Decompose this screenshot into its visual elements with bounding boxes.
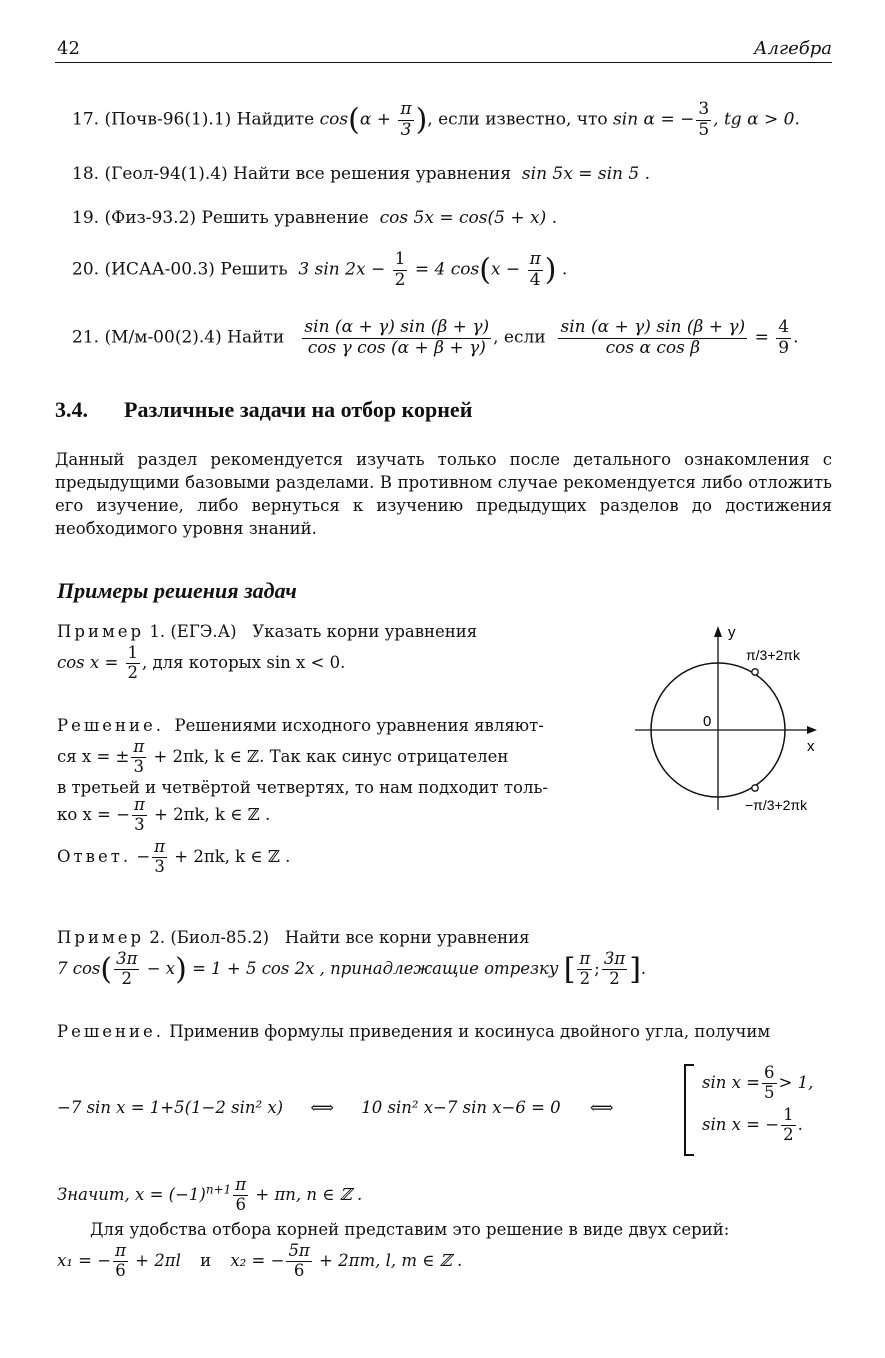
example1-solution-line3: в третьей и четвёртой четвертях, то нам подходит толь- [57, 778, 549, 797]
section-number: 3.4. [55, 397, 88, 422]
fraction: $\frac{1}{2}$ [394, 249, 406, 290]
point-top-label: π/3+2πk [746, 647, 800, 663]
fraction: $\frac{\pi}{3}$ [400, 99, 412, 140]
fraction: $\frac{5\pi}{6}$ [288, 1241, 310, 1280]
example2-statement: Пример 2. (Биол-85.2) Найти все корни уравнения [57, 928, 530, 947]
header-rule [55, 62, 832, 63]
fraction: $\frac{\pi}{3}$ [154, 837, 166, 876]
example1-answer: Ответ. − $\frac{\pi}{3}$ + 2πk, k ∈ ℤ . [57, 837, 291, 876]
system-line-2: sin x = − $\frac{1}{2}$ . [702, 1105, 803, 1144]
point-top [752, 669, 758, 675]
fraction: $\frac{6}{5}$ [764, 1063, 775, 1102]
x-label: x [807, 738, 815, 755]
problem-source: (Почв-96(1).1) [104, 109, 232, 130]
fraction: $\frac{\pi}{4}$ [529, 249, 541, 290]
fraction: $\frac{\sin (\alpha + \gamma) \sin (\beta + \gamma)}{\text{cos γ cos (α + β + γ)}}$ [304, 317, 490, 358]
problem-18: 18. (Геол-94(1).4) Найти все решения уравнения sin 5x = sin 5 . [72, 164, 651, 184]
fraction: $\frac{1}{2}$ [127, 643, 139, 682]
section-title [55, 397, 472, 423]
problem-19: 19. (Физ-93.2) Решить уравнение cos 5x = cos(5 + x) . [72, 208, 558, 228]
problem-number: 17. [72, 109, 100, 130]
unit-circle-diagram [625, 620, 825, 820]
example1-solution-line1: Решение. Решениями исходного уравнения являют- [57, 716, 544, 735]
page-number: 42 [57, 38, 80, 59]
fraction: $\frac{\pi}{3}$ [133, 737, 145, 776]
fraction: $\frac{3\pi}{2}$ [116, 949, 138, 988]
example1-equation: cos x = $\frac{1}{2}$ , для которых sin x < 0. [57, 643, 346, 682]
x-axis-arrow-icon [807, 726, 817, 734]
fraction: $\frac{1}{2}$ [783, 1105, 794, 1144]
fraction: $\frac{3\pi}{2}$ [603, 949, 626, 988]
examples-heading: Примеры решения задач [57, 578, 297, 603]
example1-solution-line2: ся x = ± $\frac{\pi}{3}$ + 2πk, k ∈ ℤ. Так как синус отрицателен [57, 737, 509, 776]
fraction: $\frac{\pi}{6}$ [115, 1241, 126, 1280]
problem-verb: Найдите [236, 109, 315, 130]
origin-label: 0 [703, 713, 712, 730]
example2-chain: −7 sin x = 1+5(1−2 sin² x) ⟺ 10 sin² x−7 sin x−6 = 0 ⟺ [57, 1098, 614, 1117]
fraction: $\frac{\pi}{2}$ [579, 949, 591, 988]
point-bottom-label: −π/3+2πk [745, 797, 808, 813]
problem-21: 21. (М/м-00(2).4) Найти $\frac{\sin (\alpha + \gamma) \sin (\beta + \gamma)}{\text{cos γ cos (α + β + γ)}}$ , если $\frac{\sin (\alpha + \gamma) \sin (\beta + \gamma)}{\text{cos α cos β}}$ = $\frac{4}{9}$ . [72, 317, 799, 358]
example1-solution-line4: ко x = − $\frac{\pi}{3}$ + 2πk, k ∈ ℤ . [57, 795, 271, 834]
section-title-text: Различные задачи на отбор корней [124, 397, 473, 422]
fraction: $\frac{4}{9}$ [778, 317, 790, 358]
fraction: $\frac{3}{5}$ [698, 99, 710, 140]
point-bottom [752, 785, 758, 791]
y-axis-arrow-icon [714, 626, 722, 637]
fraction: $\frac{\pi}{6}$ [235, 1175, 247, 1214]
fraction: $\frac{\pi}{3}$ [133, 795, 145, 834]
system-bracket [684, 1064, 694, 1156]
example1-statement: Пример 1. (ЕГЭ.А) Указать корни уравнения [57, 622, 478, 641]
example2-equation: 7 cos( $\frac{3\pi}{2}$ − x) = 1 + 5 cos 2x , принадлежащие отрезку [ $\frac{\pi}{2}$ ; $\frac{3\pi}{2}$ ]. [57, 949, 647, 988]
section-intro: Данный раздел рекомендуется изучать только после детального ознакомления с предыдущими базовыми разделами. В противном случае рекомендуется либо отложить его изучение, либо вернуться к изучению предыдущих разделов до достижения необходимого уровня знаний. [55, 450, 832, 538]
example2-hence: Значит, $x = (-1)^{n+1}$ $\frac{\pi}{6}$ + πn, n ∈ ℤ . [57, 1175, 363, 1214]
y-label: y [728, 624, 736, 641]
example2-solution: Решение. Применив формулы приведения и косинуса двойного угла, получим [57, 1022, 771, 1041]
fraction: $\frac{\sin (\alpha + \gamma) \sin (\beta + \gamma)}{\text{cos α cos β}}$ [560, 317, 746, 358]
example2-series-text: Для удобства отбора корней представим это решение в виде двух серий: [90, 1220, 730, 1239]
running-title: Алгебра [753, 38, 832, 59]
problem-20: 20. (ИСАА-00.3) Решить 3 sin 2x − $\frac{1}{2}$ = 4 cos(x − $\frac{\pi}{4}$ ) . [72, 249, 568, 290]
system-line-1: sin x = $\frac{6}{5}$ > 1, [702, 1063, 814, 1102]
problem-17: 17. (Почв-96(1).1) Найдите cos(α + $\frac{\pi}{3}$ ), если известно, что sin α = − $\frac{3}{5}$ , tg α > 0. [72, 99, 800, 140]
example2-series: x₁ = − $\frac{\pi}{6}$ + 2πl и x₂ = − $\frac{5\pi}{6}$ + 2πm, l, m ∈ ℤ . [57, 1241, 463, 1280]
